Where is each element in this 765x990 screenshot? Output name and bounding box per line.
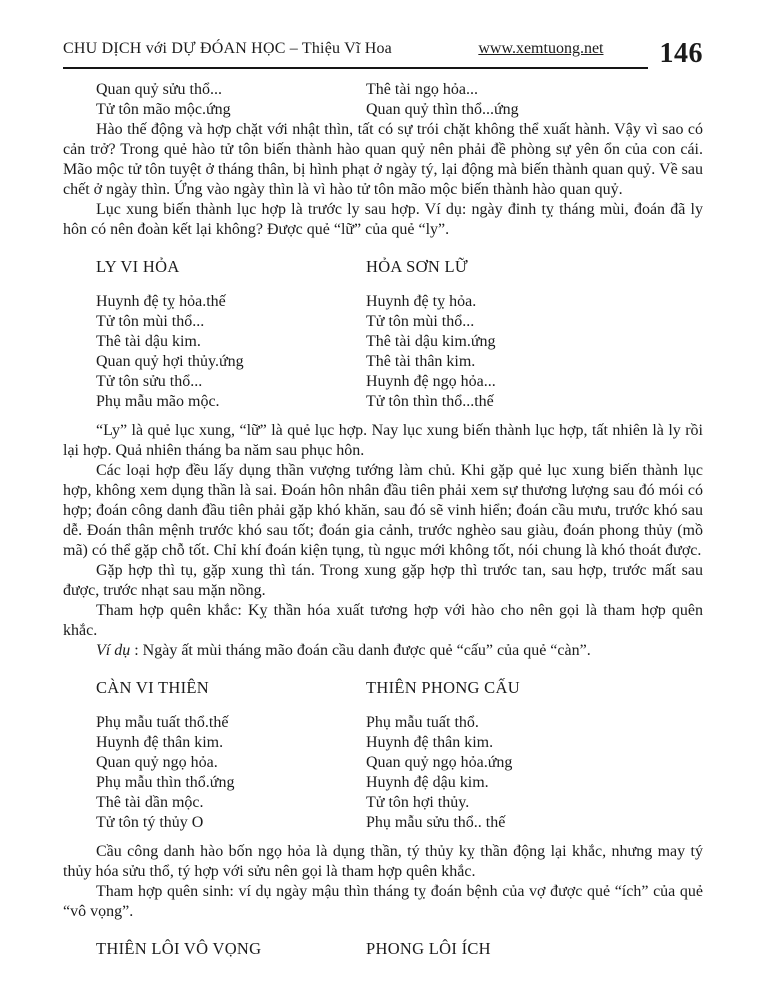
hexagram-line: Phụ mẫu sửu thổ.. thế	[366, 814, 506, 831]
hexagram-title-right: HỎA SƠN LỮ	[366, 257, 468, 276]
hexagram-line: Phụ mẫu mão mộc.	[96, 393, 220, 410]
hexagram-pair-titles-1	[96, 257, 703, 277]
hexagram-line: Tử tôn thìn thổ...thế	[366, 393, 494, 410]
example-text: : Ngày ất mùi tháng mão đoán cầu danh được quẻ “cấu” của quẻ “càn”.	[130, 642, 591, 659]
hexagram-line: Thê tài dậu kim.ứng	[366, 333, 496, 350]
hexagram-title-left: LY VI HỎA	[96, 257, 180, 276]
hexagram-line: Thê tài thân kim.	[366, 353, 476, 370]
example-paragraph	[63, 641, 703, 661]
hexagram-line: Phụ mẫu tuất thổ.	[366, 714, 479, 731]
hexagram-line: Thê tài dậu kim.	[96, 333, 201, 350]
intro-hexagram-lines	[96, 80, 703, 120]
paragraph: Tham hợp quên sinh: ví dụ ngày mậu thìn tháng tỵ đoán bệnh của vợ được quẻ “ích” của quẻ “vô vọng”.	[63, 883, 703, 920]
page-header	[63, 40, 703, 69]
hexagram-line: Quan quỷ hợi thủy.ứng	[96, 353, 244, 370]
hexagram-table-1	[96, 292, 703, 412]
header-rule-block	[63, 40, 648, 69]
hexagram-line: Tử tôn mùi thổ...	[366, 313, 475, 330]
book-title: CHU DỊCH với DỰ ĐÓAN HỌC – Thiệu Vĩ Hoa	[63, 40, 392, 57]
hexagram-line: Thê tài ngọ hỏa...	[366, 81, 478, 98]
hexagram-title-right: PHONG LÔI ÍCH	[366, 939, 491, 958]
hexagram-line: Huynh đệ tỵ hỏa.thế	[96, 293, 226, 310]
hexagram-line: Tử tôn mùi thổ...	[96, 313, 205, 330]
paragraph: Gặp hợp thì tụ, gặp xung thì tán. Trong xung gặp hợp thì trước tan, sau hợp, trước mất sau được, trước nhạt sau mặn nồng.	[63, 562, 703, 599]
hexagram-table-2	[96, 713, 703, 833]
paragraph: Cầu công danh hào bốn ngọ hỏa là dụng thần, tý thủy kỵ thần động lại khắc, nhưng may tý thủy hóa sửu thổ, tý hợp với sửu nên gọi là tham hợp quên khắc.	[63, 843, 703, 880]
paragraph: Tham hợp quên khắc: Kỵ thần hóa xuất tương hợp với hào cho nên gọi là tham hợp quên khắc.	[63, 602, 703, 639]
hexagram-line: Phụ mẫu tuất thổ.thế	[96, 714, 229, 731]
page-body	[63, 80, 703, 959]
hexagram-pair-titles-3	[96, 939, 703, 959]
hexagram-title-left: THIÊN LÔI VÔ VỌNG	[96, 939, 262, 958]
hexagram-line: Tử tôn sửu thổ...	[96, 373, 203, 390]
hexagram-title-left: CÀN VI THIÊN	[96, 678, 209, 697]
hexagram-line: Phụ mẫu thìn thổ.ứng	[96, 774, 235, 791]
hexagram-line: Tử tôn hợi thủy.	[366, 794, 470, 811]
paragraph: “Ly” là quẻ lục xung, “lữ” là quẻ lục hợp. Nay lục xung biến thành lục hợp, tất nhiên là ly rồi lại hợp. Quả nhiên tháng ba năm sau phục hôn.	[63, 422, 703, 459]
page-number: 146	[659, 38, 703, 69]
website-link[interactable]: www.xemtuong.net	[478, 40, 604, 57]
paragraph: Các loại hợp đều lấy dụng thần vượng tướng làm chủ. Khi gặp quẻ lục xung biến thành lục hợp, không xem dụng thần là sai. Đoán hôn nhân đầu tiên phải xem sự thương lượng sau đó mói có hợp; đoán công danh đầu tiên phải gặp khó khăn, sau đó sẽ vinh hiển; đoán cầu mưu, trước khó sau dễ. Đoán thân mệnh trước khó sau tốt; đoán gia cảnh, trước nghèo sau giàu, đoán phong thủy (mồ mã) có thể gặp chỗ tốt. Chỉ khí đoán kiện tụng, tù ngục mới không tốt, nói chung là khó thoát được.	[63, 462, 703, 559]
hexagram-line: Quan quỷ ngọ hỏa.	[96, 754, 218, 771]
paragraph: Lục xung biến thành lục hợp là trước ly sau hợp. Ví dụ: ngày đinh tỵ tháng mùi, đoán đã ly hôn có nên đoàn kết lại không? Được quẻ “lữ” của quẻ “ly”.	[63, 201, 703, 238]
hexagram-line: Quan quỷ ngọ hỏa.ứng	[366, 754, 513, 771]
hexagram-line: Thê tài dần mộc.	[96, 794, 204, 811]
hexagram-line: Huynh đệ thân kim.	[96, 734, 224, 751]
hexagram-line: Quan quỷ thìn thổ...ứng	[366, 101, 519, 118]
hexagram-title-right: THIÊN PHONG CẤU	[366, 678, 520, 697]
paragraph: Hào thế động và hợp chặt với nhật thìn, tất có sự trói chặt không thể xuất hành. Vậy vì sao có cản trở? Trong quẻ hào tử tôn biến thành hào quan quỷ nên phải đề phòng sự yên ổn của con cái. Mão mộc tử tôn tuyệt ở tháng thân, bị hình phạt ở ngày tý, lại động mà biến thành quan quỷ. Về sau chết ở ngày thìn. Ứng vào ngày thìn là vì hào tử tôn mão mộc biến thành hào quan quỷ.	[63, 121, 703, 198]
hexagram-line: Tử tôn tý thủy O	[96, 814, 204, 831]
hexagram-line: Huynh đệ tỵ hỏa.	[366, 293, 477, 310]
hexagram-pair-titles-2	[96, 678, 703, 698]
hexagram-line: Huynh đệ dậu kim.	[366, 774, 489, 791]
hexagram-line: Huynh đệ ngọ hỏa...	[366, 373, 496, 390]
hexagram-line: Tử tôn mão mộc.ứng	[96, 101, 231, 118]
hexagram-line: Quan quỷ sửu thổ...	[96, 81, 222, 98]
hexagram-line: Huynh đệ thân kim.	[366, 734, 494, 751]
example-label: Ví dụ	[96, 642, 131, 659]
